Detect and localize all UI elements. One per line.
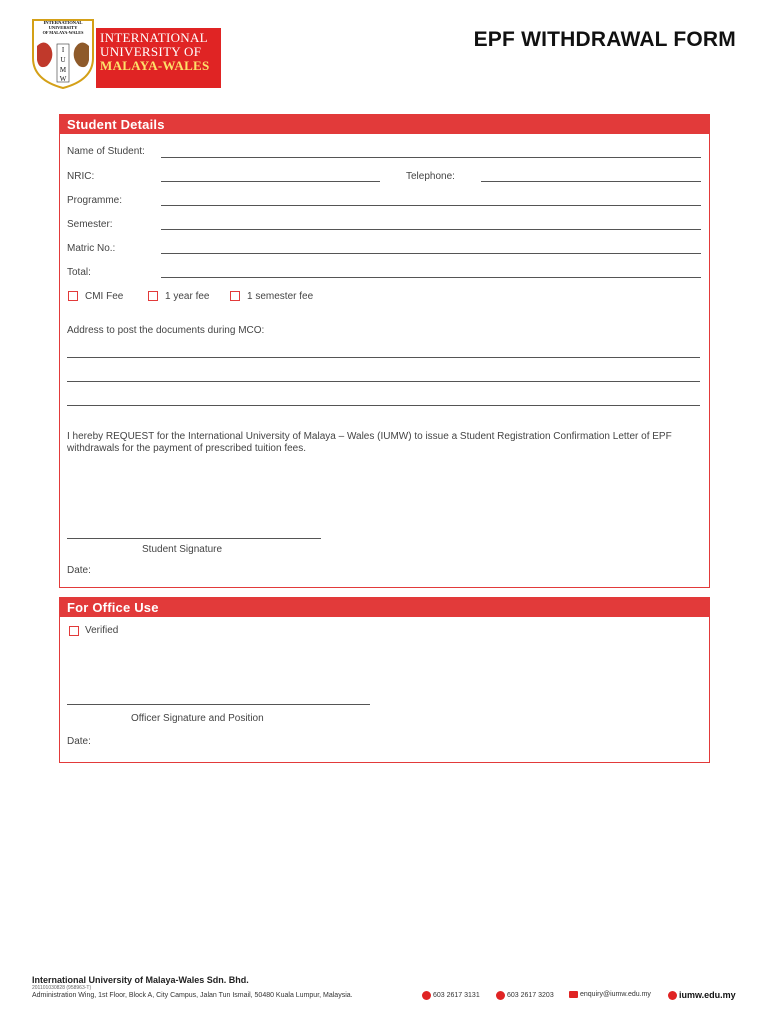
verified-checkbox[interactable] [69, 626, 79, 636]
one-year-fee-label: 1 year fee [165, 291, 210, 302]
total-label: Total: [67, 267, 91, 278]
one-year-fee-checkbox[interactable] [148, 291, 158, 301]
matric-field[interactable] [161, 253, 701, 254]
university-logo [31, 18, 223, 90]
svg-text:M: M [59, 66, 67, 74]
form-title: EPF WITHDRAWAL FORM [473, 28, 736, 51]
nric-label: NRIC: [67, 171, 95, 182]
office-use-section [59, 597, 710, 763]
cmi-fee-checkbox[interactable] [68, 291, 78, 301]
one-semester-fee-label: 1 semester fee [247, 291, 314, 302]
address-line-1[interactable] [67, 357, 700, 358]
brand-line-3: MALAYA-WALES [100, 58, 210, 73]
request-statement: I hereby REQUEST for the International University of Malaya – Wales (IUMW) to issue a Student Registration Confirmation Letter of EPF withdrawals for the payment of prescribed tuition fees. [67, 431, 672, 454]
telephone-field[interactable] [481, 181, 701, 182]
svg-text:W: W [59, 75, 67, 83]
programme-label: Programme: [67, 195, 123, 206]
name-field[interactable] [161, 157, 701, 158]
nric-field[interactable] [161, 181, 380, 182]
programme-field[interactable] [161, 205, 701, 206]
total-field[interactable] [161, 277, 701, 278]
name-label: Name of Student: [67, 146, 145, 157]
svg-text:U: U [60, 56, 66, 64]
semester-field[interactable] [161, 229, 701, 230]
office-use-heading: For Office Use [60, 598, 709, 617]
footer-website[interactable] [668, 990, 736, 1000]
footer-address: Administration Wing, 1st Floor, Block A, City Campus, Jalan Tun Ismail, 50480 Kuala Lumpur, Malaysia. [32, 992, 353, 999]
telephone-label: Telephone: [406, 171, 455, 182]
footer-phone-text: 603 2617 3131 [433, 992, 480, 999]
footer-company-name: International University of Malaya-Wales Sdn. Bhd. [32, 975, 249, 985]
address-line-2[interactable] [67, 381, 700, 382]
student-date-label: Date: [67, 565, 91, 576]
brand-line-1: INTERNATIONAL [100, 30, 208, 45]
matric-label: Matric No.: [67, 243, 116, 254]
verified-label: Verified [85, 625, 119, 636]
student-signature-label: Student Signature [142, 544, 223, 555]
student-details-section [59, 114, 710, 588]
svg-text:I: I [61, 46, 65, 54]
footer-fax-text: 603 2617 3203 [507, 992, 554, 999]
address-line-3[interactable] [67, 405, 700, 406]
one-semester-fee-checkbox[interactable] [230, 291, 240, 301]
cmi-fee-label: CMI Fee [85, 291, 124, 302]
officer-signature-line[interactable] [67, 704, 370, 705]
svg-text:UNIVERSITY: UNIVERSITY [48, 25, 78, 30]
semester-label: Semester: [67, 219, 113, 230]
svg-text:INTERNATIONAL: INTERNATIONAL [43, 20, 83, 25]
email-icon [569, 991, 578, 998]
officer-signature-label: Officer Signature and Position [131, 713, 264, 724]
student-signature-line[interactable] [67, 538, 321, 539]
footer-email[interactable] [569, 991, 651, 998]
phone-icon [422, 991, 431, 1000]
brand-line-2: UNIVERSITY OF [100, 44, 202, 59]
office-date-label: Date: [67, 736, 91, 747]
fax-icon [496, 991, 505, 1000]
globe-icon [668, 991, 677, 1000]
footer-website-text: iumw.edu.my [679, 990, 736, 1000]
footer-registration: 201101030828 (958963-T) [32, 985, 92, 991]
footer-fax[interactable] [496, 991, 554, 1000]
student-details-heading: Student Details [60, 115, 709, 134]
footer-email-text: enquiry@iumw.edu.my [580, 991, 651, 998]
address-label: Address to post the documents during MCO: [67, 325, 265, 336]
brand-wordmark [96, 28, 221, 88]
crest-icon [31, 18, 95, 90]
footer-phone[interactable] [422, 991, 480, 1000]
svg-text:OF MALAYA-WALES: OF MALAYA-WALES [42, 30, 84, 35]
